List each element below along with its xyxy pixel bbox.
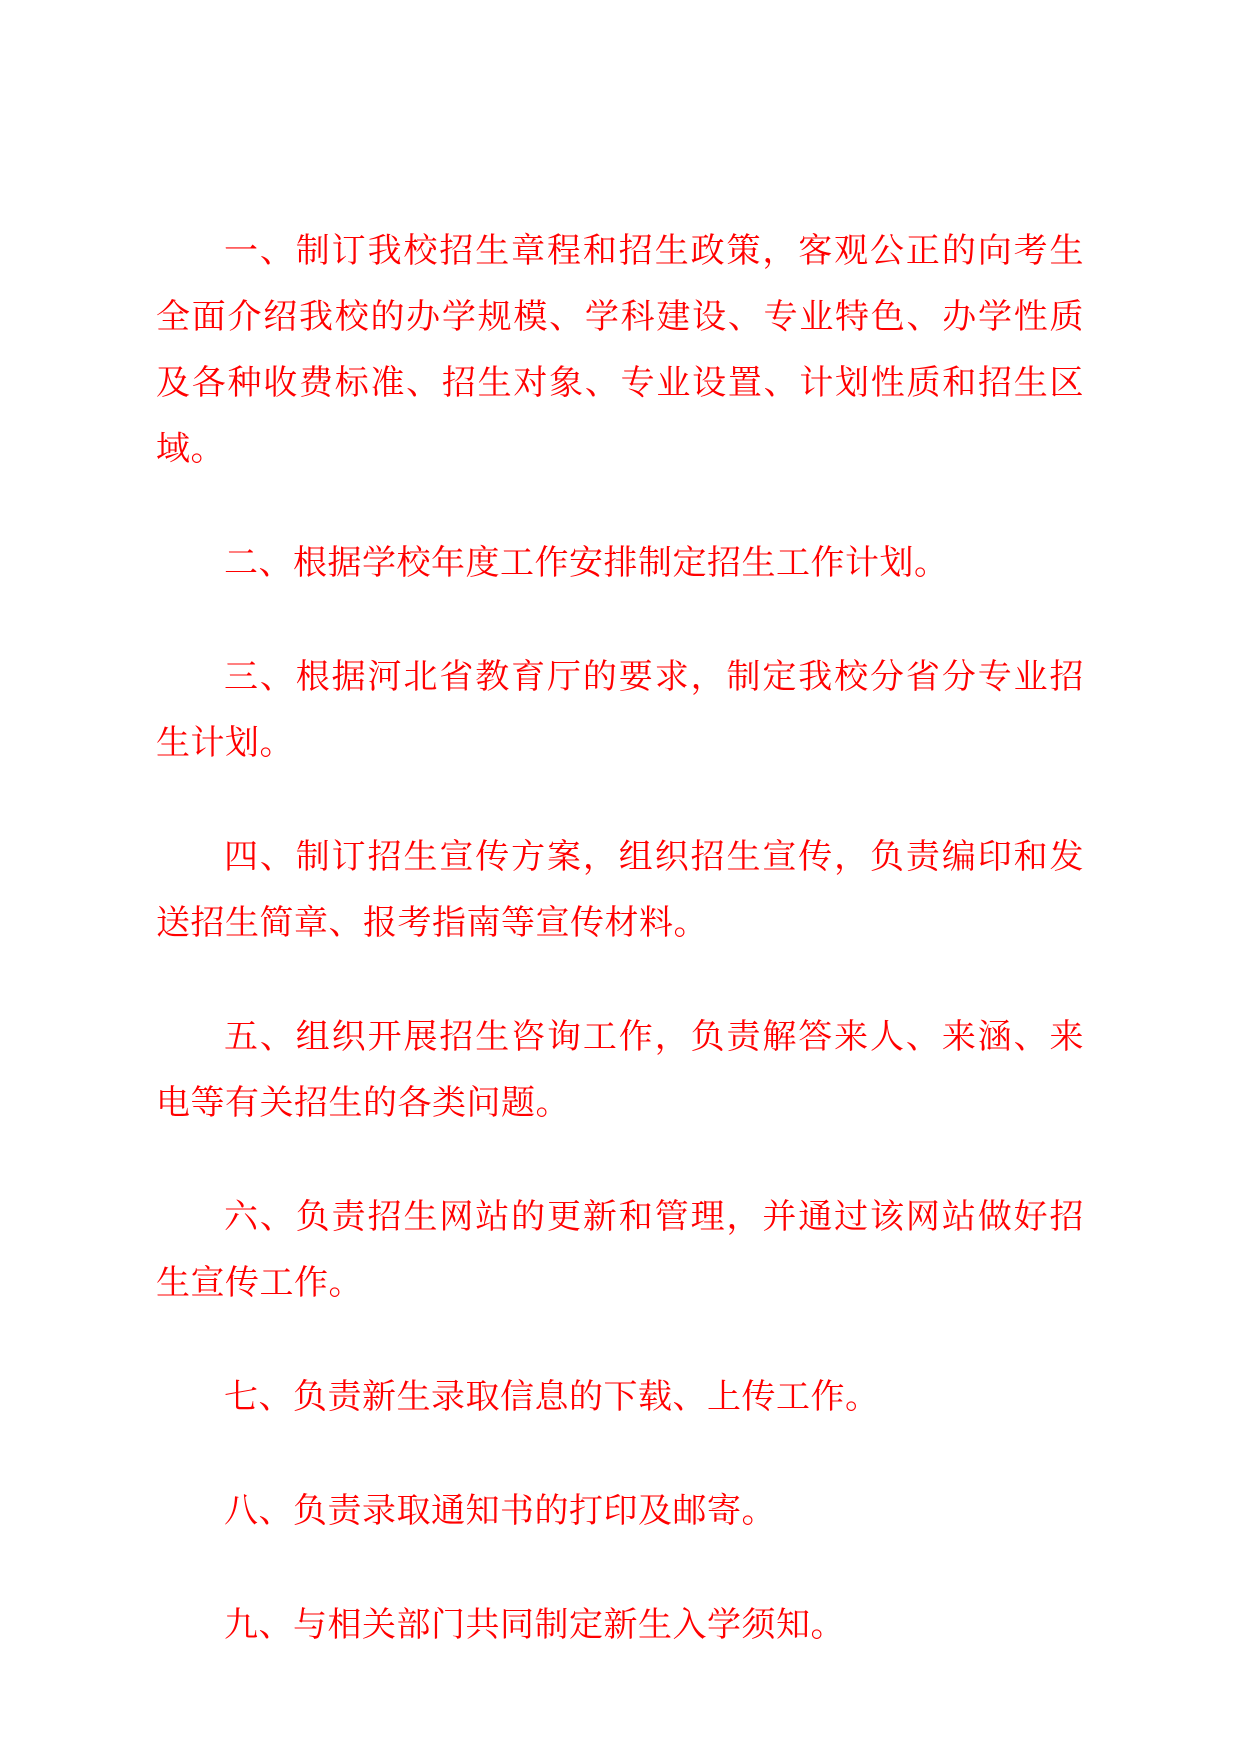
paragraph-5: 五、组织开展招生咨询工作，负责解答来人、来涵、来电等有关招生的各类问题。 — [156, 1017, 1084, 1123]
document-body — [156, 218, 1084, 1658]
paragraph-2: 二、根据学校年度工作安排制定招生工作计划。 — [224, 543, 949, 583]
paragraph-7: 七、负责新生录取信息的下载、上传工作。 — [224, 1377, 880, 1417]
paragraph-6: 六、负责招生网站的更新和管理，并通过该网站做好招生宣传工作。 — [156, 1197, 1084, 1303]
paragraph-1: 一、制订我校招生章程和招生政策，客观公正的向考生全面介绍我校的办学规模、学科建设、专业特色、办学性质及各种收费标准、招生对象、专业设置、计划性质和招生区域。 — [156, 231, 1084, 469]
paragraph-3: 三、根据河北省教育厅的要求，制定我校分省分专业招生计划。 — [156, 657, 1084, 763]
paragraph-8: 八、负责录取通知书的打印及邮寄。 — [224, 1491, 776, 1531]
paragraph-4: 四、制订招生宣传方案，组织招生宣传，负责编印和发送招生简章、报考指南等宣传材料。 — [156, 837, 1084, 943]
paragraph-9: 九、与相关部门共同制定新生入学须知。 — [224, 1605, 845, 1645]
